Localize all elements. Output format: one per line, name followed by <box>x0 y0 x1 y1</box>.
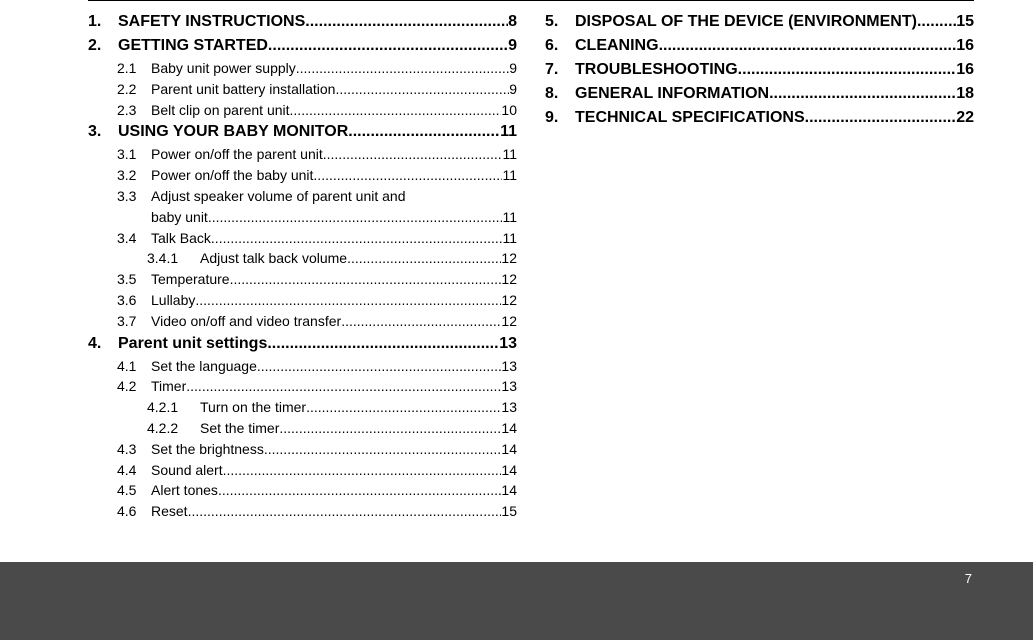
toc-leader-dots <box>296 58 509 79</box>
toc-entry-number: 2.1 <box>117 58 151 79</box>
toc-leader-dots <box>257 356 502 377</box>
toc-leader-dots <box>313 165 502 186</box>
toc-entry-level1[interactable] <box>88 10 517 34</box>
toc-leader-dots <box>230 269 502 290</box>
page-number: 7 <box>964 571 972 586</box>
toc-entry-number: 4.4 <box>117 460 151 481</box>
toc-entry-label: Timer <box>151 376 186 397</box>
toc-entry-label: Temperature <box>151 269 230 290</box>
toc-entry-label: USING YOUR BABY MONITOR <box>118 120 348 144</box>
toc-entry-page: 14 <box>501 480 517 501</box>
toc-entry-level2[interactable] <box>88 356 517 377</box>
toc-entry-label: Reset <box>151 501 188 522</box>
toc-entry-page: 22 <box>956 106 974 130</box>
toc-entry-level2[interactable] <box>88 460 517 481</box>
toc-entry-number: 4.2.1 <box>147 397 200 418</box>
toc-leader-dots <box>341 311 501 332</box>
toc-entry-page: 14 <box>501 460 517 481</box>
toc-entry-label: Talk Back <box>151 228 211 249</box>
toc-entry-level2[interactable] <box>88 269 517 290</box>
toc-leader-dots <box>917 10 956 34</box>
toc-leader-dots <box>208 207 503 228</box>
toc-entry-page: 14 <box>501 418 517 439</box>
toc-entry-level3[interactable] <box>88 248 517 269</box>
toc-entry-page: 18 <box>956 82 974 106</box>
toc-leader-dots <box>223 460 502 481</box>
top-rule <box>88 0 974 1</box>
toc-entry-number: 3.2 <box>117 165 151 186</box>
toc-entry-level2-continued[interactable] <box>88 207 517 228</box>
toc-entry-page: 16 <box>956 58 974 82</box>
toc-entry-label: Power on/off the baby unit <box>151 165 313 186</box>
toc-entry-page: 15 <box>501 501 517 522</box>
toc-entry-page: 11 <box>502 165 517 186</box>
toc-entry-level2[interactable] <box>88 228 517 249</box>
toc-entry-level1[interactable] <box>88 34 517 58</box>
toc-leader-dots <box>211 228 503 249</box>
toc-leader-dots <box>279 418 501 439</box>
toc-entry-label: GENERAL INFORMATION <box>575 82 769 106</box>
toc-entry-page: 16 <box>956 34 974 58</box>
toc-entry-level2[interactable] <box>88 165 517 186</box>
toc-entry-page: 9 <box>509 79 517 100</box>
toc-entry-page: 13 <box>501 376 517 397</box>
toc-leader-dots <box>267 332 499 356</box>
toc-entry-level2[interactable] <box>88 501 517 522</box>
toc-entry-number: 1. <box>88 10 118 34</box>
toc-entry-page: 11 <box>502 207 517 228</box>
toc-leader-dots <box>738 58 957 82</box>
toc-entry-number: 4.3 <box>117 439 151 460</box>
toc-leader-dots <box>769 82 956 106</box>
toc-entry-page: 8 <box>508 10 517 34</box>
toc-entry-number: 4. <box>88 332 118 356</box>
toc-entry-label: Power on/off the parent unit <box>151 144 323 165</box>
toc-entry-level1[interactable] <box>545 34 974 58</box>
toc-entry-level2[interactable] <box>88 58 517 79</box>
toc-entry-page: 9 <box>509 58 517 79</box>
toc-entry-number: 4.2 <box>117 376 151 397</box>
toc-entry-number: 3.6 <box>117 290 151 311</box>
toc-entry-label: Adjust talk back volume <box>200 248 347 269</box>
toc-leader-dots <box>305 10 508 34</box>
toc-entry-level2[interactable] <box>88 186 517 207</box>
toc-entry-label: Parent unit settings <box>118 332 267 356</box>
toc-entry-label: TROUBLESHOOTING <box>575 58 738 82</box>
toc-entry-page: 9 <box>508 34 517 58</box>
toc-entry-level1[interactable] <box>88 332 517 356</box>
toc-entry-page: 13 <box>501 356 517 377</box>
toc-entry-number: 5. <box>545 10 575 34</box>
toc-entry-label: Turn on the timer <box>200 397 306 418</box>
toc-entry-label: SAFETY INSTRUCTIONS <box>118 10 305 34</box>
toc-leader-dots <box>218 480 501 501</box>
toc-entry-label: TECHNICAL SPECIFICATIONS <box>575 106 805 130</box>
toc-entry-page: 12 <box>501 290 517 311</box>
toc-entry-page: 10 <box>501 100 517 121</box>
toc-entry-number: 3.4.1 <box>147 248 200 269</box>
toc-entry-label: Parent unit battery installation <box>151 79 335 100</box>
toc-entry-number: 3.1 <box>117 144 151 165</box>
toc-column-right <box>545 10 974 130</box>
toc-entry-number: 2. <box>88 34 118 58</box>
toc-leader-dots <box>347 248 501 269</box>
toc-entry-page: 13 <box>501 397 517 418</box>
toc-entry-level1[interactable] <box>545 106 974 130</box>
toc-entry-number: 4.2.2 <box>147 418 200 439</box>
toc-entry-page: 13 <box>499 332 517 356</box>
toc-entry-page: 11 <box>500 120 517 144</box>
toc-entry-number: 3.7 <box>117 311 151 332</box>
toc-entry-label: Belt clip on parent unit <box>151 100 290 121</box>
toc-entry-level1[interactable] <box>545 10 974 34</box>
toc-entry-number: 3. <box>88 120 118 144</box>
toc-entry-label: Adjust speaker volume of parent unit and <box>151 187 406 204</box>
toc-entry-number: 2.3 <box>117 100 151 121</box>
toc-entry-level2[interactable] <box>88 439 517 460</box>
toc-entry-label: Baby unit power supply <box>151 58 296 79</box>
toc-leader-dots <box>323 144 503 165</box>
toc-entry-level2[interactable] <box>88 79 517 100</box>
toc-entry-label-continued: baby unit <box>151 207 208 228</box>
toc-entry-label: Video on/off and video transfer <box>151 311 341 332</box>
toc-entry-level1[interactable] <box>545 82 974 106</box>
toc-entry-number: 9. <box>545 106 575 130</box>
toc-entry-level2[interactable] <box>88 311 517 332</box>
page-footer <box>0 562 1033 640</box>
toc-leader-dots <box>805 106 957 130</box>
toc-entry-level2[interactable] <box>88 480 517 501</box>
toc-entry-page: 12 <box>501 269 517 290</box>
toc-entry-number: 4.1 <box>117 356 151 377</box>
toc-leader-dots <box>306 397 501 418</box>
toc-leader-dots <box>290 100 502 121</box>
toc-entry-label: Set the timer <box>200 418 279 439</box>
toc-entry-label: Set the language <box>151 356 257 377</box>
toc-entry-label: Sound alert <box>151 460 223 481</box>
toc-entry-number: 3.5 <box>117 269 151 290</box>
toc-leader-dots <box>348 120 500 144</box>
toc-entry-level1[interactable] <box>88 120 517 144</box>
toc-entry-level3[interactable] <box>88 418 517 439</box>
toc-entry-label: Set the brightness <box>151 439 264 460</box>
toc-entry-number: 4.5 <box>117 480 151 501</box>
toc-leader-dots <box>264 439 502 460</box>
toc-leader-dots <box>195 290 501 311</box>
toc-leader-dots <box>659 34 957 58</box>
toc-entry-number: 7. <box>545 58 575 82</box>
toc-entry-page: 12 <box>501 248 517 269</box>
toc-entry-page: 15 <box>956 10 974 34</box>
toc-leader-dots <box>188 501 502 522</box>
toc-entry-number: 8. <box>545 82 575 106</box>
toc-entry-number: 4.6 <box>117 501 151 522</box>
toc-leader-dots <box>335 79 509 100</box>
toc-entry-level1[interactable] <box>545 58 974 82</box>
toc-entry-page: 12 <box>501 311 517 332</box>
toc-entry-page: 14 <box>501 439 517 460</box>
toc-entry-page: 11 <box>502 228 517 249</box>
toc-entry-level3[interactable] <box>88 397 517 418</box>
toc-column-left <box>88 10 517 522</box>
toc-leader-dots <box>186 376 501 397</box>
toc-entry-level2[interactable] <box>88 100 517 121</box>
toc-entry-page: 11 <box>502 144 517 165</box>
toc-entry-number: 3.3 <box>117 187 137 204</box>
toc-entry-level2[interactable] <box>88 290 517 311</box>
toc-entry-number: 6. <box>545 34 575 58</box>
toc-leader-dots <box>268 34 508 58</box>
toc-entry-label: Lullaby <box>151 290 195 311</box>
toc-entry-label: Alert tones <box>151 480 218 501</box>
toc-entry-label: GETTING STARTED <box>118 34 268 58</box>
toc-entry-number: 3.4 <box>117 228 151 249</box>
toc-entry-level2[interactable] <box>88 144 517 165</box>
toc-entry-label: DISPOSAL OF THE DEVICE (ENVIRONMENT) <box>575 10 917 34</box>
toc-entry-level2[interactable] <box>88 376 517 397</box>
toc-entry-label: CLEANING <box>575 34 659 58</box>
toc-entry-number: 2.2 <box>117 79 151 100</box>
